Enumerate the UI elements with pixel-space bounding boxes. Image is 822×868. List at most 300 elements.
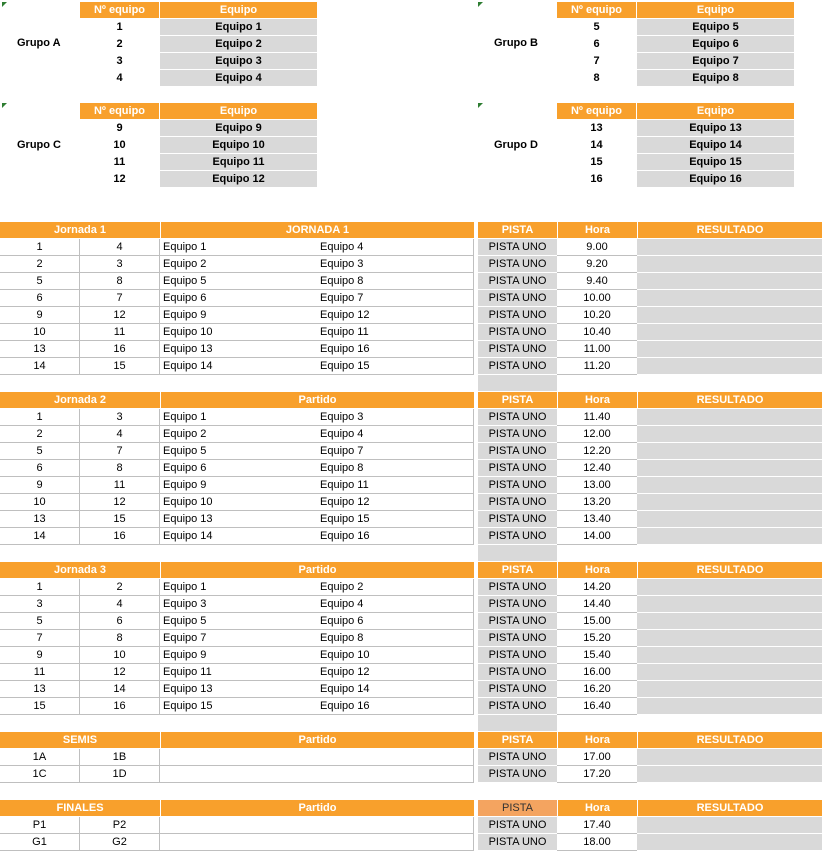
result-cell[interactable]: [637, 511, 822, 528]
table-row: [0, 664, 822, 681]
time-cell: 13.00: [557, 477, 637, 494]
table-row: [0, 341, 822, 358]
group-team-name: Equipo 3: [160, 53, 317, 69]
result-cell[interactable]: [637, 307, 822, 324]
court-cell: PISTA UNO: [478, 681, 557, 698]
court-header: PISTA: [478, 392, 557, 408]
time-cell: 9.20: [557, 256, 637, 273]
group-team-number: 8: [593, 72, 600, 84]
away-team-number: 12: [80, 494, 160, 511]
table-row: [0, 749, 822, 766]
home-team-name: Equipo 5: [160, 273, 317, 290]
home-team-name: Equipo 13: [160, 681, 317, 698]
away-team-number: 4: [80, 596, 160, 613]
court-spacer-cell: [478, 545, 557, 561]
table-row: [0, 477, 822, 494]
table-row: [0, 256, 822, 273]
court-cell: PISTA UNO: [478, 817, 557, 834]
group-label: Grupo D: [494, 139, 538, 151]
court-cell: PISTA UNO: [478, 749, 557, 766]
away-team-number: 15: [80, 511, 160, 528]
home-team-number: 9: [0, 307, 80, 324]
group-team-name: Equipo 6: [637, 36, 794, 52]
court-cell: PISTA UNO: [478, 579, 557, 596]
away-team-name: Equipo 15: [317, 358, 474, 375]
table-row: [0, 494, 822, 511]
home-team-number: 3: [0, 596, 80, 613]
home-team-name: Equipo 5: [160, 613, 317, 630]
group-header-number: Nº equipo: [557, 103, 636, 119]
table-row: [0, 596, 822, 613]
away-team-number: 16: [80, 341, 160, 358]
group-team-number: 1: [116, 21, 123, 33]
court-spacer-cell: [478, 375, 557, 391]
away-team-name: Equipo 3: [317, 409, 474, 426]
away-team-number: 11: [80, 324, 160, 341]
result-cell[interactable]: [637, 664, 822, 681]
home-team-name: Equipo 13: [160, 511, 317, 528]
group-label: Grupo C: [17, 139, 61, 151]
time-cell: 17.00: [557, 749, 637, 766]
court-cell: PISTA UNO: [478, 341, 557, 358]
time-cell: 11.20: [557, 358, 637, 375]
away-team-name: Equipo 16: [317, 528, 474, 545]
match-header: JORNADA 1: [161, 222, 474, 238]
home-team-name: Equipo 2: [160, 426, 317, 443]
away-team-number: 7: [80, 290, 160, 307]
group-header-team: Equipo: [637, 2, 794, 18]
group-team-number: 4: [116, 72, 123, 84]
court-cell: PISTA UNO: [478, 307, 557, 324]
time-cell: 11.00: [557, 341, 637, 358]
time-cell: 12.40: [557, 460, 637, 477]
table-row: [0, 613, 822, 630]
home-team-number: 1C: [0, 766, 80, 783]
home-team-name: Equipo 6: [160, 460, 317, 477]
result-cell[interactable]: [637, 477, 822, 494]
table-row: [0, 290, 822, 307]
table-row: [0, 358, 822, 375]
court-cell: PISTA UNO: [478, 494, 557, 511]
home-team-name: Equipo 11: [160, 664, 317, 681]
away-team-name: [317, 834, 474, 851]
away-team-name: Equipo 2: [317, 579, 474, 596]
away-team-number: 1B: [80, 749, 160, 766]
home-team-number: 1: [0, 239, 80, 256]
result-header: RESULTADO: [638, 392, 822, 408]
table-row: [0, 579, 822, 596]
court-cell: PISTA UNO: [478, 834, 557, 851]
result-header: RESULTADO: [638, 732, 822, 748]
result-cell[interactable]: [637, 341, 822, 358]
group-team-name: Equipo 5: [637, 19, 794, 35]
group-team-number: 13: [590, 122, 603, 134]
home-team-number: 1: [0, 579, 80, 596]
table-row: [0, 834, 822, 851]
court-header: PISTA: [478, 732, 557, 748]
group-team-number: 9: [116, 122, 123, 134]
table-row: [0, 239, 822, 256]
home-team-name: [160, 749, 317, 766]
group-team-number: 7: [593, 55, 600, 67]
table-row: [0, 511, 822, 528]
away-team-name: Equipo 4: [317, 596, 474, 613]
result-cell[interactable]: [637, 630, 822, 647]
home-team-number: 1A: [0, 749, 80, 766]
table-row: [0, 273, 822, 290]
court-cell: PISTA UNO: [478, 426, 557, 443]
match-header: Partido: [161, 392, 474, 408]
away-team-number: 16: [80, 528, 160, 545]
table-row: [0, 766, 822, 783]
home-team-name: [160, 817, 317, 834]
home-team-number: 13: [0, 511, 80, 528]
result-cell[interactable]: [637, 681, 822, 698]
court-cell: PISTA UNO: [478, 290, 557, 307]
time-header: Hora: [558, 222, 637, 238]
result-cell[interactable]: [637, 613, 822, 630]
table-row: [0, 443, 822, 460]
result-header: RESULTADO: [638, 222, 822, 238]
away-team-name: Equipo 8: [317, 460, 474, 477]
group-team-name: Equipo 9: [160, 120, 317, 136]
home-team-name: [160, 834, 317, 851]
result-cell[interactable]: [637, 239, 822, 256]
time-cell: 9.00: [557, 239, 637, 256]
time-cell: 10.00: [557, 290, 637, 307]
home-team-number: 5: [0, 443, 80, 460]
table-row: [0, 647, 822, 664]
court-cell: PISTA UNO: [478, 273, 557, 290]
home-team-name: Equipo 15: [160, 698, 317, 715]
away-team-name: Equipo 15: [317, 511, 474, 528]
away-team-number: 14: [80, 681, 160, 698]
group-team-name: Equipo 11: [160, 154, 317, 170]
group-label: Grupo A: [17, 37, 61, 49]
group-team-name: Equipo 14: [637, 137, 794, 153]
home-team-name: Equipo 14: [160, 528, 317, 545]
result-cell[interactable]: [637, 256, 822, 273]
table-row: [0, 460, 822, 477]
result-cell[interactable]: [637, 443, 822, 460]
group-team-name: Equipo 2: [160, 36, 317, 52]
time-cell: 15.40: [557, 647, 637, 664]
time-header: Hora: [558, 800, 637, 816]
court-cell: PISTA UNO: [478, 596, 557, 613]
away-team-number: 11: [80, 477, 160, 494]
away-team-name: Equipo 3: [317, 256, 474, 273]
home-team-name: Equipo 3: [160, 596, 317, 613]
group-header-team: Equipo: [160, 2, 317, 18]
result-cell[interactable]: [637, 749, 822, 766]
time-header: Hora: [558, 562, 637, 578]
away-team-number: 1D: [80, 766, 160, 783]
home-team-number: 14: [0, 358, 80, 375]
away-team-number: 15: [80, 358, 160, 375]
round-header: FINALES: [0, 800, 160, 816]
home-team-name: Equipo 14: [160, 358, 317, 375]
group-team-number: 15: [590, 156, 603, 168]
result-header: RESULTADO: [638, 800, 822, 816]
home-team-number: 2: [0, 426, 80, 443]
home-team-number: 5: [0, 613, 80, 630]
home-team-name: Equipo 10: [160, 324, 317, 341]
group-team-name: Equipo 10: [160, 137, 317, 153]
result-cell[interactable]: [637, 596, 822, 613]
away-team-name: Equipo 12: [317, 664, 474, 681]
time-header: Hora: [558, 392, 637, 408]
away-team-number: 4: [80, 239, 160, 256]
court-cell: PISTA UNO: [478, 409, 557, 426]
away-team-number: 8: [80, 273, 160, 290]
result-cell[interactable]: [637, 494, 822, 511]
result-cell[interactable]: [637, 460, 822, 477]
result-cell[interactable]: [637, 579, 822, 596]
group-team-number: 10: [113, 139, 126, 151]
time-cell: 17.20: [557, 766, 637, 783]
result-cell[interactable]: [637, 290, 822, 307]
home-team-number: 13: [0, 681, 80, 698]
match-header: Partido: [161, 562, 474, 578]
away-team-number: G2: [80, 834, 160, 851]
away-team-name: Equipo 4: [317, 239, 474, 256]
round-header: Jornada 1: [0, 222, 160, 238]
group-team-name: Equipo 8: [637, 70, 794, 86]
away-team-name: Equipo 4: [317, 426, 474, 443]
home-team-name: Equipo 13: [160, 341, 317, 358]
match-header: Partido: [161, 800, 474, 816]
home-team-number: 9: [0, 647, 80, 664]
match-header: Partido: [161, 732, 474, 748]
away-team-number: 3: [80, 409, 160, 426]
time-cell: 10.20: [557, 307, 637, 324]
schedule-header-row: [0, 392, 822, 408]
group-team-name: Equipo 15: [637, 154, 794, 170]
home-team-number: 1: [0, 409, 80, 426]
away-team-name: Equipo 11: [317, 477, 474, 494]
table-row: [0, 426, 822, 443]
result-cell[interactable]: [637, 834, 822, 851]
schedule-header-row: [0, 222, 822, 238]
court-cell: PISTA UNO: [478, 528, 557, 545]
court-cell: PISTA UNO: [478, 324, 557, 341]
court-cell: PISTA UNO: [478, 647, 557, 664]
home-team-name: [160, 766, 317, 783]
group-team-number: 3: [116, 55, 123, 67]
time-cell: 14.00: [557, 528, 637, 545]
home-team-name: Equipo 1: [160, 239, 317, 256]
time-cell: 16.20: [557, 681, 637, 698]
away-team-number: 7: [80, 443, 160, 460]
court-cell: PISTA UNO: [478, 443, 557, 460]
home-team-number: 9: [0, 477, 80, 494]
time-cell: 18.00: [557, 834, 637, 851]
away-team-name: Equipo 12: [317, 494, 474, 511]
result-cell[interactable]: [637, 528, 822, 545]
round-header: Jornada 3: [0, 562, 160, 578]
away-team-name: Equipo 11: [317, 324, 474, 341]
court-cell: PISTA UNO: [478, 511, 557, 528]
group-team-name: Equipo 16: [637, 171, 794, 187]
away-team-name: Equipo 7: [317, 443, 474, 460]
away-team-number: P2: [80, 817, 160, 834]
away-team-name: Equipo 10: [317, 647, 474, 664]
home-team-number: 6: [0, 460, 80, 477]
home-team-number: P1: [0, 817, 80, 834]
table-row: [0, 817, 822, 834]
away-team-number: 16: [80, 698, 160, 715]
cell-comment-indicator-icon: [2, 103, 7, 108]
group-team-number: 16: [590, 173, 603, 185]
group-team-name: Equipo 13: [637, 120, 794, 136]
group-team-name: Equipo 1: [160, 19, 317, 35]
home-team-number: 15: [0, 698, 80, 715]
table-row: [0, 528, 822, 545]
court-cell: PISTA UNO: [478, 698, 557, 715]
time-cell: 15.00: [557, 613, 637, 630]
result-cell[interactable]: [637, 358, 822, 375]
home-team-name: Equipo 9: [160, 647, 317, 664]
time-cell: 14.40: [557, 596, 637, 613]
home-team-name: Equipo 5: [160, 443, 317, 460]
away-team-number: 12: [80, 307, 160, 324]
result-cell[interactable]: [637, 273, 822, 290]
home-team-name: Equipo 10: [160, 494, 317, 511]
group-header-number: Nº equipo: [557, 2, 636, 18]
table-row: [0, 409, 822, 426]
court-spacer-cell: [478, 715, 557, 731]
result-cell[interactable]: [637, 817, 822, 834]
time-cell: 12.20: [557, 443, 637, 460]
home-team-number: 11: [0, 664, 80, 681]
home-team-name: Equipo 9: [160, 307, 317, 324]
home-team-number: 6: [0, 290, 80, 307]
court-cell: PISTA UNO: [478, 358, 557, 375]
table-row: [0, 681, 822, 698]
home-team-number: 2: [0, 256, 80, 273]
home-team-name: Equipo 6: [160, 290, 317, 307]
away-team-name: Equipo 8: [317, 273, 474, 290]
home-team-name: Equipo 9: [160, 477, 317, 494]
group-team-number: 2: [116, 38, 123, 50]
away-team-number: 8: [80, 630, 160, 647]
time-cell: 17.40: [557, 817, 637, 834]
away-team-name: Equipo 8: [317, 630, 474, 647]
time-cell: 13.40: [557, 511, 637, 528]
home-team-number: 14: [0, 528, 80, 545]
group-header-team: Equipo: [637, 103, 794, 119]
group-team-number: 11: [113, 156, 126, 168]
group-team-number: 12: [113, 173, 126, 185]
court-cell: PISTA UNO: [478, 239, 557, 256]
group-header-team: Equipo: [160, 103, 317, 119]
court-header: PISTA: [478, 222, 557, 238]
home-team-name: Equipo 2: [160, 256, 317, 273]
result-cell[interactable]: [637, 324, 822, 341]
away-team-number: 6: [80, 613, 160, 630]
table-row: [0, 324, 822, 341]
group-team-name: Equipo 4: [160, 70, 317, 86]
time-cell: 11.40: [557, 409, 637, 426]
result-cell[interactable]: [637, 766, 822, 783]
table-row: [0, 307, 822, 324]
home-team-number: G1: [0, 834, 80, 851]
result-cell[interactable]: [637, 698, 822, 715]
away-team-name: Equipo 16: [317, 698, 474, 715]
court-cell: PISTA UNO: [478, 613, 557, 630]
away-team-name: Equipo 12: [317, 307, 474, 324]
court-cell: PISTA UNO: [478, 460, 557, 477]
group-team-number: 6: [593, 38, 600, 50]
time-header: Hora: [558, 732, 637, 748]
away-team-name: Equipo 16: [317, 341, 474, 358]
home-team-name: Equipo 1: [160, 409, 317, 426]
round-header: Jornada 2: [0, 392, 160, 408]
away-team-number: 3: [80, 256, 160, 273]
result-header: RESULTADO: [638, 562, 822, 578]
home-team-number: 10: [0, 324, 80, 341]
schedule-header-row: [0, 732, 822, 748]
time-cell: 9.40: [557, 273, 637, 290]
group-team-name: Equipo 12: [160, 171, 317, 187]
group-header-number: Nº equipo: [80, 2, 159, 18]
away-team-number: 2: [80, 579, 160, 596]
schedule-header-row: [0, 800, 822, 816]
court-cell: PISTA UNO: [478, 256, 557, 273]
court-cell: PISTA UNO: [478, 664, 557, 681]
court-cell: PISTA UNO: [478, 630, 557, 647]
time-cell: 15.20: [557, 630, 637, 647]
table-row: [0, 698, 822, 715]
home-team-number: 10: [0, 494, 80, 511]
away-team-number: 4: [80, 426, 160, 443]
time-cell: 16.00: [557, 664, 637, 681]
away-team-name: Equipo 6: [317, 613, 474, 630]
away-team-name: [317, 817, 474, 834]
home-team-name: Equipo 1: [160, 579, 317, 596]
time-cell: 13.20: [557, 494, 637, 511]
group-team-name: Equipo 7: [637, 53, 794, 69]
away-team-number: 8: [80, 460, 160, 477]
court-header: PISTA: [478, 800, 557, 816]
home-team-number: 13: [0, 341, 80, 358]
cell-comment-indicator-icon: [478, 2, 483, 7]
cell-comment-indicator-icon: [2, 2, 7, 7]
home-team-number: 5: [0, 273, 80, 290]
court-header: PISTA: [478, 562, 557, 578]
away-team-name: Equipo 7: [317, 290, 474, 307]
result-cell[interactable]: [637, 647, 822, 664]
group-team-number: 14: [590, 139, 603, 151]
time-cell: 16.40: [557, 698, 637, 715]
schedule-header-row: [0, 562, 822, 578]
away-team-name: [317, 749, 474, 766]
cell-comment-indicator-icon: [478, 103, 483, 108]
time-cell: 12.00: [557, 426, 637, 443]
time-cell: 10.40: [557, 324, 637, 341]
group-team-number: 5: [593, 21, 600, 33]
away-team-name: Equipo 14: [317, 681, 474, 698]
court-cell: PISTA UNO: [478, 477, 557, 494]
court-cell: PISTA UNO: [478, 766, 557, 783]
away-team-number: 10: [80, 647, 160, 664]
time-cell: 14.20: [557, 579, 637, 596]
table-row: [0, 630, 822, 647]
result-cell[interactable]: [637, 426, 822, 443]
result-cell[interactable]: [637, 409, 822, 426]
home-team-name: Equipo 7: [160, 630, 317, 647]
group-label: Grupo B: [494, 37, 538, 49]
